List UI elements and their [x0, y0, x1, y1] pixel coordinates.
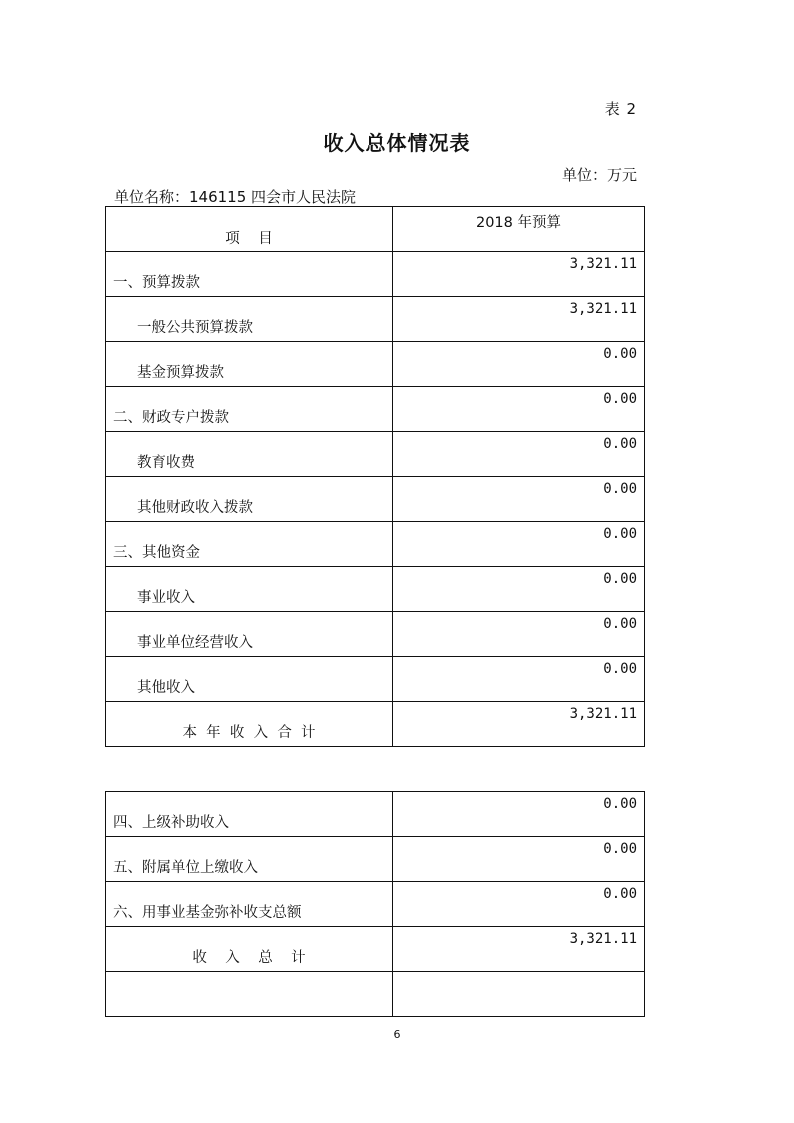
- table-row: [106, 792, 645, 837]
- grand-total-label: 收 入 总 计: [192, 950, 306, 966]
- row-value: 0.00: [603, 661, 637, 677]
- row-value: 0.00: [603, 526, 637, 542]
- row-value: 0.00: [603, 841, 637, 857]
- income-table-continued: [105, 791, 645, 1017]
- row-value: 0.00: [603, 391, 637, 407]
- row-value: 0.00: [603, 571, 637, 587]
- table-row: [106, 612, 645, 657]
- unit-label: 单位：万元: [561, 166, 637, 184]
- row-label: 其他财政收入拨款: [137, 500, 253, 516]
- row-value: 0.00: [603, 481, 637, 497]
- row-value: 0.00: [603, 886, 637, 902]
- table-row: [106, 252, 645, 297]
- grand-total-value: 3,321.11: [569, 931, 637, 947]
- header-item-cell: [106, 207, 393, 252]
- table-row: [106, 297, 645, 342]
- table-row: [106, 882, 645, 927]
- table-row: [106, 837, 645, 882]
- table-number: 表 2: [604, 100, 637, 118]
- page-number: 6: [393, 1028, 401, 1041]
- table-row: [106, 522, 645, 567]
- income-table: [105, 206, 645, 747]
- row-value: 3,321.11: [569, 301, 637, 317]
- row-label: 事业单位经营收入: [137, 635, 253, 651]
- row-label: 二、财政专户拨款: [113, 410, 229, 426]
- annual-total-label: 本 年 收 入 合 计: [182, 725, 316, 741]
- row-label: 三、其他资金: [113, 545, 200, 561]
- table-row: [106, 657, 645, 702]
- row-label: 基金预算拨款: [137, 365, 224, 381]
- row-label: 一般公共预算拨款: [137, 320, 253, 336]
- row-value: 3,321.11: [569, 256, 637, 272]
- table-row: [106, 432, 645, 477]
- header-item-label: 项 目: [225, 231, 273, 247]
- row-value: 0.00: [603, 436, 637, 452]
- row-label: 六、用事业基金弥补收支总额: [113, 905, 302, 921]
- row-label: 其他收入: [137, 680, 195, 696]
- table-row: [106, 477, 645, 522]
- table-row: [106, 342, 645, 387]
- row-label: 五、附属单位上缴收入: [113, 860, 258, 876]
- row-value: 0.00: [603, 616, 637, 632]
- organization-name: 单位名称：146115 四会市人民法院: [114, 188, 357, 206]
- row-label: 四、上级补助收入: [113, 815, 229, 831]
- table-row: [106, 387, 645, 432]
- header-value-cell: [393, 207, 645, 252]
- row-value: 0.00: [603, 796, 637, 812]
- annual-total-value: 3,321.11: [569, 706, 637, 722]
- row-label: 一、预算拨款: [113, 275, 200, 291]
- row-label: 教育收费: [137, 455, 195, 471]
- page-title: 收入总体情况表: [323, 131, 471, 155]
- annual-total-row: [106, 702, 645, 747]
- table-row: [106, 567, 645, 612]
- header-year-label: 2018 年预算: [475, 215, 561, 231]
- empty-row: [106, 972, 645, 1017]
- grand-total-row: [106, 927, 645, 972]
- row-label: 事业收入: [137, 590, 195, 606]
- row-value: 0.00: [603, 346, 637, 362]
- table-header-row: [106, 207, 645, 252]
